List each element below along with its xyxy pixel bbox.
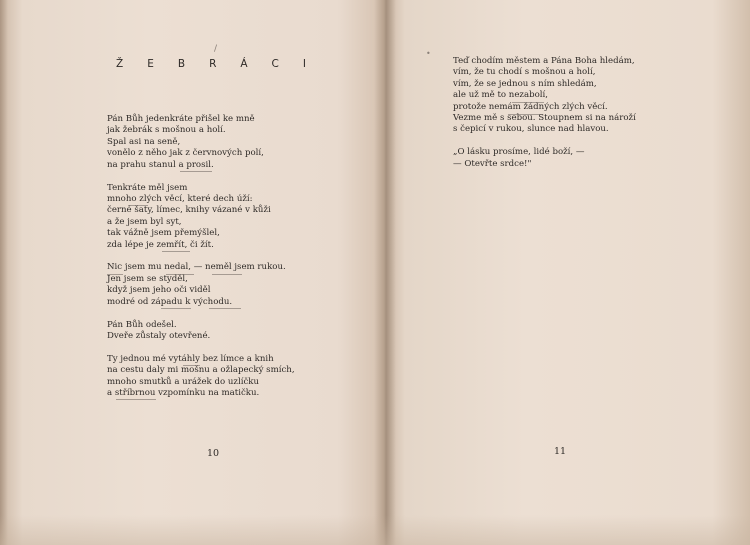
right-page [386,0,750,545]
pencil-underline [162,251,190,252]
pencil-underline [212,274,242,275]
verse-line: černé šaty, límec, knihy vázané v kůži [107,205,271,216]
pencil-underline [183,365,200,366]
stanza [453,56,713,136]
verse-line: Pán Bůh jedenkráte přišel ke mně [107,114,255,124]
pencil-underline [166,274,194,275]
verse-line: protože nemám žádných zlých věcí. [453,101,608,112]
verse-line: vím, že se jednou s ním shledám, [453,78,597,89]
title-letter: C [271,58,279,70]
pencil-underline [161,308,191,309]
verse-line: modré od západu k východu. [107,296,233,307]
pencil-underline [107,274,123,275]
verse-line: Ty jednou mé vytáhly bez límce a knih [107,353,274,364]
verse-line: vím, že tu chodí s mošnou a holí, [453,67,596,78]
stanza [107,114,357,171]
pencil-underline [512,102,544,103]
verse-line: ale už mě to nezabolí, [453,90,548,101]
verse-line: Spal asi na seně, [107,136,181,147]
verse-line: když jsem jeho oči viděl [107,285,211,296]
verse-line: Tenkráte měl jsem [107,182,188,193]
pencil-underline [128,205,148,206]
pencil-underline [116,399,156,400]
right-poem-body [453,56,713,182]
pencil-accent-mark: / [214,44,218,54]
page-number: 11 [554,446,567,457]
title-letter: E [147,58,154,70]
title-letter: Ž [116,58,124,70]
verse-line: mnoho zlých věcí, které dech úží: [107,193,253,204]
verse-line: Vezme mě s sebou. Stoupnem si na nároží [453,113,636,124]
verse-line: s čepicí v rukou, slunce nad hlavou. [453,124,609,135]
verse-line: Dveře zůstaly otevřené. [107,331,211,341]
page-bottom-shading [0,515,750,545]
pencil-underline [508,114,542,115]
stanza [107,354,357,400]
page-number: 10 [207,448,220,459]
pencil-underline [209,308,241,309]
verse-line: a stříbrnou vzpomínku na matičku. [107,388,260,399]
title-letter: Á [240,58,248,70]
stanza [107,320,357,343]
left-poem-body [107,114,357,411]
pencil-dot-mark: • [426,49,431,58]
verse-line: a že jsem byl syt, [107,216,182,227]
verse-line: na prahu stanul a prosil. [107,159,214,170]
poem-title [116,58,306,70]
stanza [453,147,713,170]
verse-line: tak vážně jsem přemýšlel, [107,228,220,239]
verse-line: Pán Bůh odešel. [107,319,177,330]
verse-line: vonělo z něho jak z červnových polí, [107,148,264,159]
verse-line: zda lépe je zemřít, či žít. [107,239,214,250]
verse-line: Nic jsem mu nedal, — neměl jsem rukou. [107,262,286,273]
title-letter: R [209,58,217,70]
stanza [107,262,357,308]
pencil-underline [180,171,212,172]
verse-line: mnoho smutků a urážek do uzlíčku [107,376,260,387]
verse-line: — Otevřte srdce!" [453,158,532,169]
verse-line: na cestu daly mi mošnu a ožlapecký smích, [107,365,295,376]
title-letter: B [177,58,186,70]
verse-line: jak žebrák s mošnou a holí. [107,125,226,136]
verse-line: Teď chodím městem a Pána Boha hledám, [453,56,635,66]
stanza [107,183,357,251]
title-letter: I [302,58,306,70]
verse-line: Jen jsem se styděl, [107,273,188,284]
verse-line: „O lásku prosíme, lidé boží, — [453,147,585,158]
